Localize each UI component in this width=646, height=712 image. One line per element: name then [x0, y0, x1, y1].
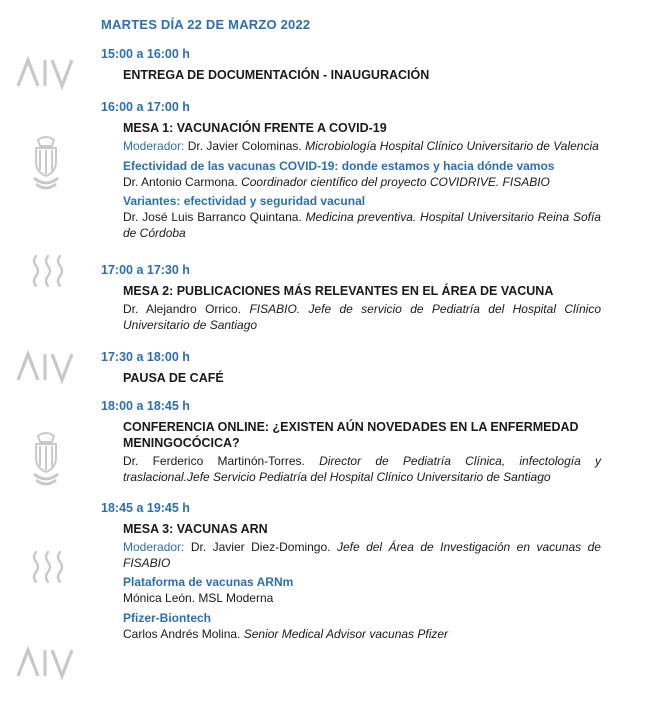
moderator-label: Moderador: — [123, 139, 185, 153]
session-block — [101, 398, 601, 485]
speaker-affiliation: FISABIO. Jefe de servicio de Pediatría del Hospital Clínico Universitario de Santiago — [123, 302, 602, 332]
session-title: CONFERENCIA ONLINE: ¿EXISTEN AÚN NOVEDADES EN LA ENFERMEDAD MENINGOCÓCICA? — [123, 420, 579, 450]
speaker-affiliation: Coordinador científico del proyecto COVIDRIVE. FISABIO — [241, 174, 550, 189]
moderator-role: Jefe del Área de Investigación en vacunas de FISABIO — [123, 540, 601, 570]
talk-title: Plataforma de vacunas ARNm — [123, 575, 294, 589]
talk-title: Variantes: efectividad y seguridad vacunal — [123, 194, 366, 208]
speaker-line — [123, 454, 601, 485]
talk-title: Efectividad de las vacunas COVID-19: donde estamos y hacia dónde vamos — [123, 158, 555, 173]
session-block — [101, 262, 601, 333]
session-time: 17:30 a 18:00 h — [101, 350, 190, 364]
moderator-label: Moderador: — [123, 540, 185, 554]
session-time: 18:45 a 19:45 h — [101, 501, 190, 515]
speaker-name: Dr. José Luis Barranco Quintana. — [123, 210, 302, 224]
session-title: MESA 2: PUBLICACIONES MÁS RELEVANTES EN EL ÁREA DE VACUNA — [123, 284, 554, 298]
speaker-affiliation: Director de Pediatría Clínica, infectología y traslacional.Jefe Servicio Pediatría del Hospital Clínico Universitario de Santiago — [123, 454, 601, 484]
talk-title: Pfizer-Biontech — [123, 610, 212, 625]
speaker-affiliation: Medicina preventiva. Hospital Universitario Reina Sofía de Córdoba — [123, 210, 601, 240]
session-title: MESA 3: VACUNAS ARN — [123, 522, 268, 536]
session-block — [101, 349, 601, 386]
speaker-line — [123, 627, 601, 643]
session-title: MESA 1: VACUNACIÓN FRENTE A COVID-19 — [123, 121, 387, 135]
speaker-line — [123, 302, 601, 333]
session-time: 16:00 a 17:00 h — [101, 100, 190, 114]
speaker-line — [123, 175, 601, 191]
coat-of-arms-icon — [26, 428, 66, 488]
session-title: ENTREGA DE DOCUMENTACIÓN - INAUGURACIÓN — [123, 68, 430, 82]
speaker-name: Dr. Ferderico Martinón-Torres. — [123, 454, 305, 468]
aiv-logo-icon — [14, 642, 74, 686]
wave-pattern-icon — [28, 254, 68, 288]
session-time: 18:00 a 18:45 h — [101, 399, 190, 413]
aiv-logo-icon — [14, 52, 74, 96]
speaker-line — [123, 210, 601, 241]
session-time: 15:00 a 16:00 h — [101, 47, 190, 61]
moderator-line — [123, 540, 601, 571]
moderator-name: Dr. Javier Diez-Domingo. — [190, 540, 331, 554]
speaker-name: Mónica León. MSL Moderna — [123, 591, 274, 605]
speaker-name: Dr. Alejandro Orrico. — [123, 302, 242, 316]
session-time: 17:00 a 17:30 h — [101, 263, 190, 277]
wave-pattern-icon — [28, 550, 68, 584]
speaker-name: Dr. Antonio Carmona. — [123, 174, 238, 189]
moderator-name: Dr. Javier Colominas. — [187, 139, 302, 153]
session-block — [101, 46, 601, 83]
speaker-affiliation: Senior Medical Advisor vacunas Pfizer — [243, 626, 449, 641]
aiv-logo-icon — [14, 346, 74, 390]
moderator-line — [123, 139, 601, 155]
speaker-line — [123, 591, 601, 607]
session-title: PAUSA DE CAFÉ — [123, 371, 224, 385]
coat-of-arms-icon — [26, 132, 66, 192]
moderator-role: Microbiología Hospital Clínico Universitario de Valencia — [305, 139, 599, 153]
speaker-name: Carlos Andrés Molina. — [123, 626, 241, 641]
day-title: MARTES DÍA 22 DE MARZO 2022 — [101, 17, 311, 32]
session-block — [101, 500, 601, 642]
session-block — [101, 99, 601, 241]
